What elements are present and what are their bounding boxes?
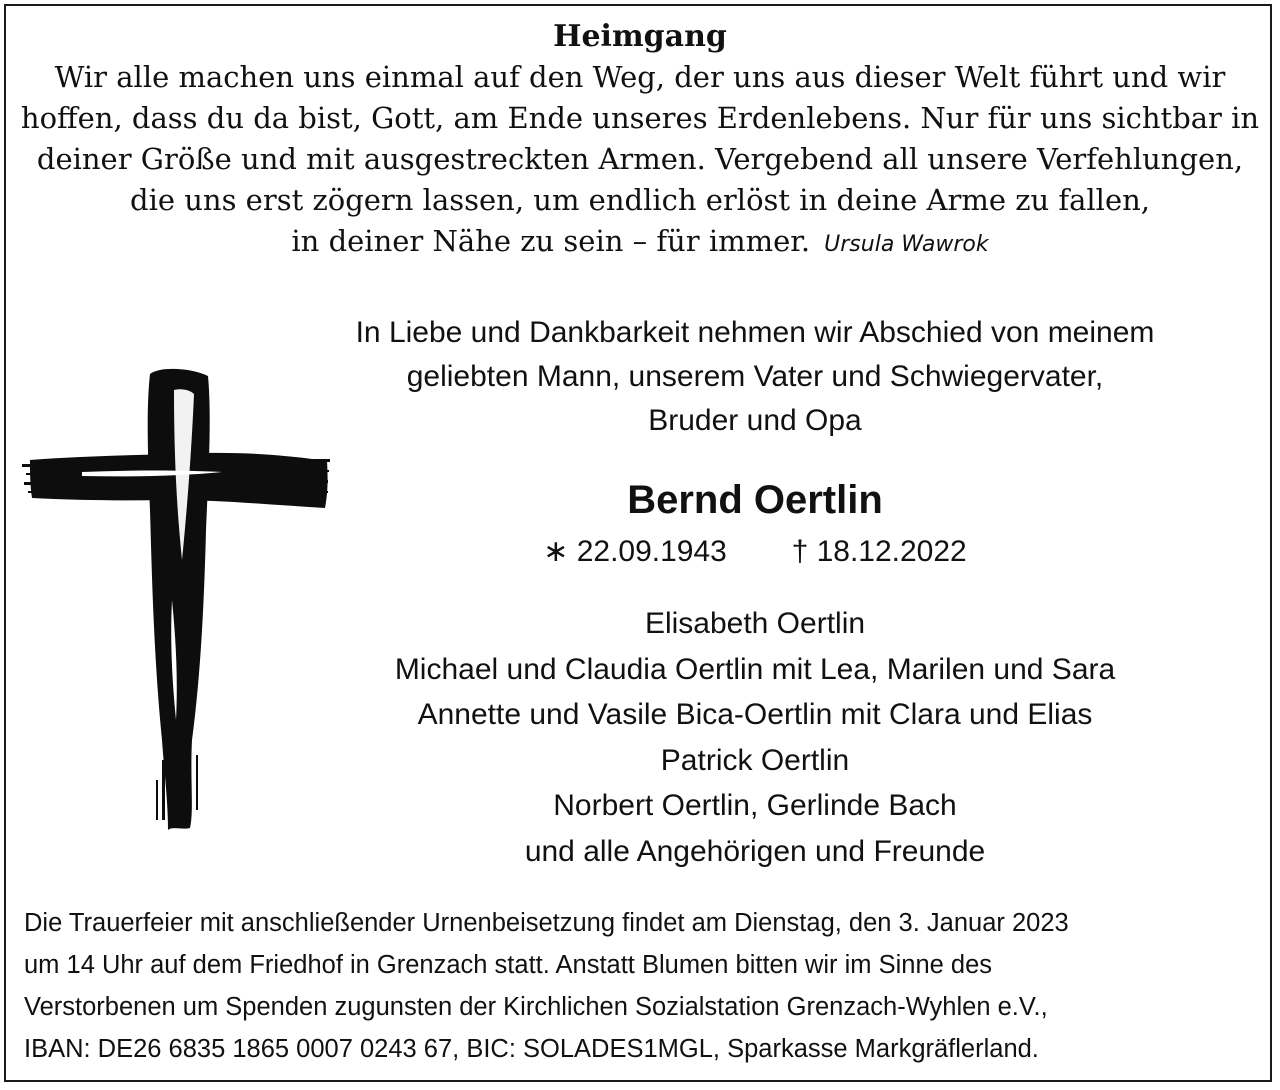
poem-last-line bbox=[0, 221, 1280, 265]
notice-line: Die Trauerfeier mit anschließender Urnenbeisetzung findet am Dienstag, den 3. Januar 2023 bbox=[24, 909, 1069, 937]
funeral-notice bbox=[24, 902, 1256, 1070]
poem-author: Ursula Wawrok bbox=[824, 232, 989, 257]
farewell-intro bbox=[300, 311, 1210, 443]
death-date: 18.12.2022 bbox=[816, 535, 967, 568]
intro-line: In Liebe und Dankbarkeit nehmen wir Abschied von meinem bbox=[355, 316, 1155, 349]
intro-line: Bruder und Opa bbox=[648, 404, 862, 437]
notice-line: Verstorbenen um Spenden zugunsten der Kirchlichen Sozialstation Grenzach-Wyhlen e.V., bbox=[24, 993, 1048, 1021]
notice-line: IBAN: DE26 6835 1865 0007 0243 67, BIC: SOLADES1MGL, Sparkasse Markgräflerland. bbox=[24, 1035, 1039, 1063]
poem bbox=[0, 16, 1280, 265]
mourner-line: Elisabeth Oertlin bbox=[644, 607, 866, 640]
poem-line: deiner Größe und mit ausgestreckten Armen. Vergebend all unsere Verfehlungen, bbox=[36, 142, 1244, 176]
poem-title: Heimgang bbox=[553, 19, 727, 54]
birth-symbol: ∗ bbox=[543, 535, 569, 568]
notice-line: um 14 Uhr auf dem Friedhof in Grenzach statt. Anstatt Blumen bitten wir im Sinne des bbox=[24, 951, 993, 979]
deceased-name: Bernd Oertlin bbox=[627, 478, 883, 522]
death-symbol: † bbox=[791, 535, 809, 568]
mourner-line: und alle Angehörigen und Freunde bbox=[524, 834, 986, 868]
mourner-line: Michael und Claudia Oertlin mit Lea, Marilen und Sara bbox=[394, 652, 1116, 686]
poem-line: Wir alle machen uns einmal auf den Weg, der uns aus dieser Welt führt und wir bbox=[54, 60, 1226, 94]
poem-line: die uns erst zögern lassen, um endlich erlöst in deine Arme zu fallen, bbox=[130, 183, 1150, 217]
poem-line: in deiner Nähe zu sein – für immer. bbox=[291, 224, 811, 258]
life-dates bbox=[300, 530, 1210, 574]
mourner-line: Patrick Oertlin bbox=[660, 743, 850, 777]
mourner-line: Norbert Oertlin, Gerlinde Bach bbox=[553, 789, 957, 822]
mourner-line: Annette und Vasile Bica-Oertlin mit Clara und Elias bbox=[417, 698, 1093, 731]
poem-line: hoffen, dass du da bist, Gott, am Ende unseres Erdenlebens. Nur für uns sichtbar in bbox=[20, 101, 1260, 135]
mourners-list bbox=[300, 601, 1210, 874]
birth-date: 22.09.1943 bbox=[576, 535, 727, 568]
intro-line: geliebten Mann, unserem Vater und Schwiegervater, bbox=[406, 360, 1104, 393]
brush-stroke-cross-icon bbox=[22, 360, 332, 835]
